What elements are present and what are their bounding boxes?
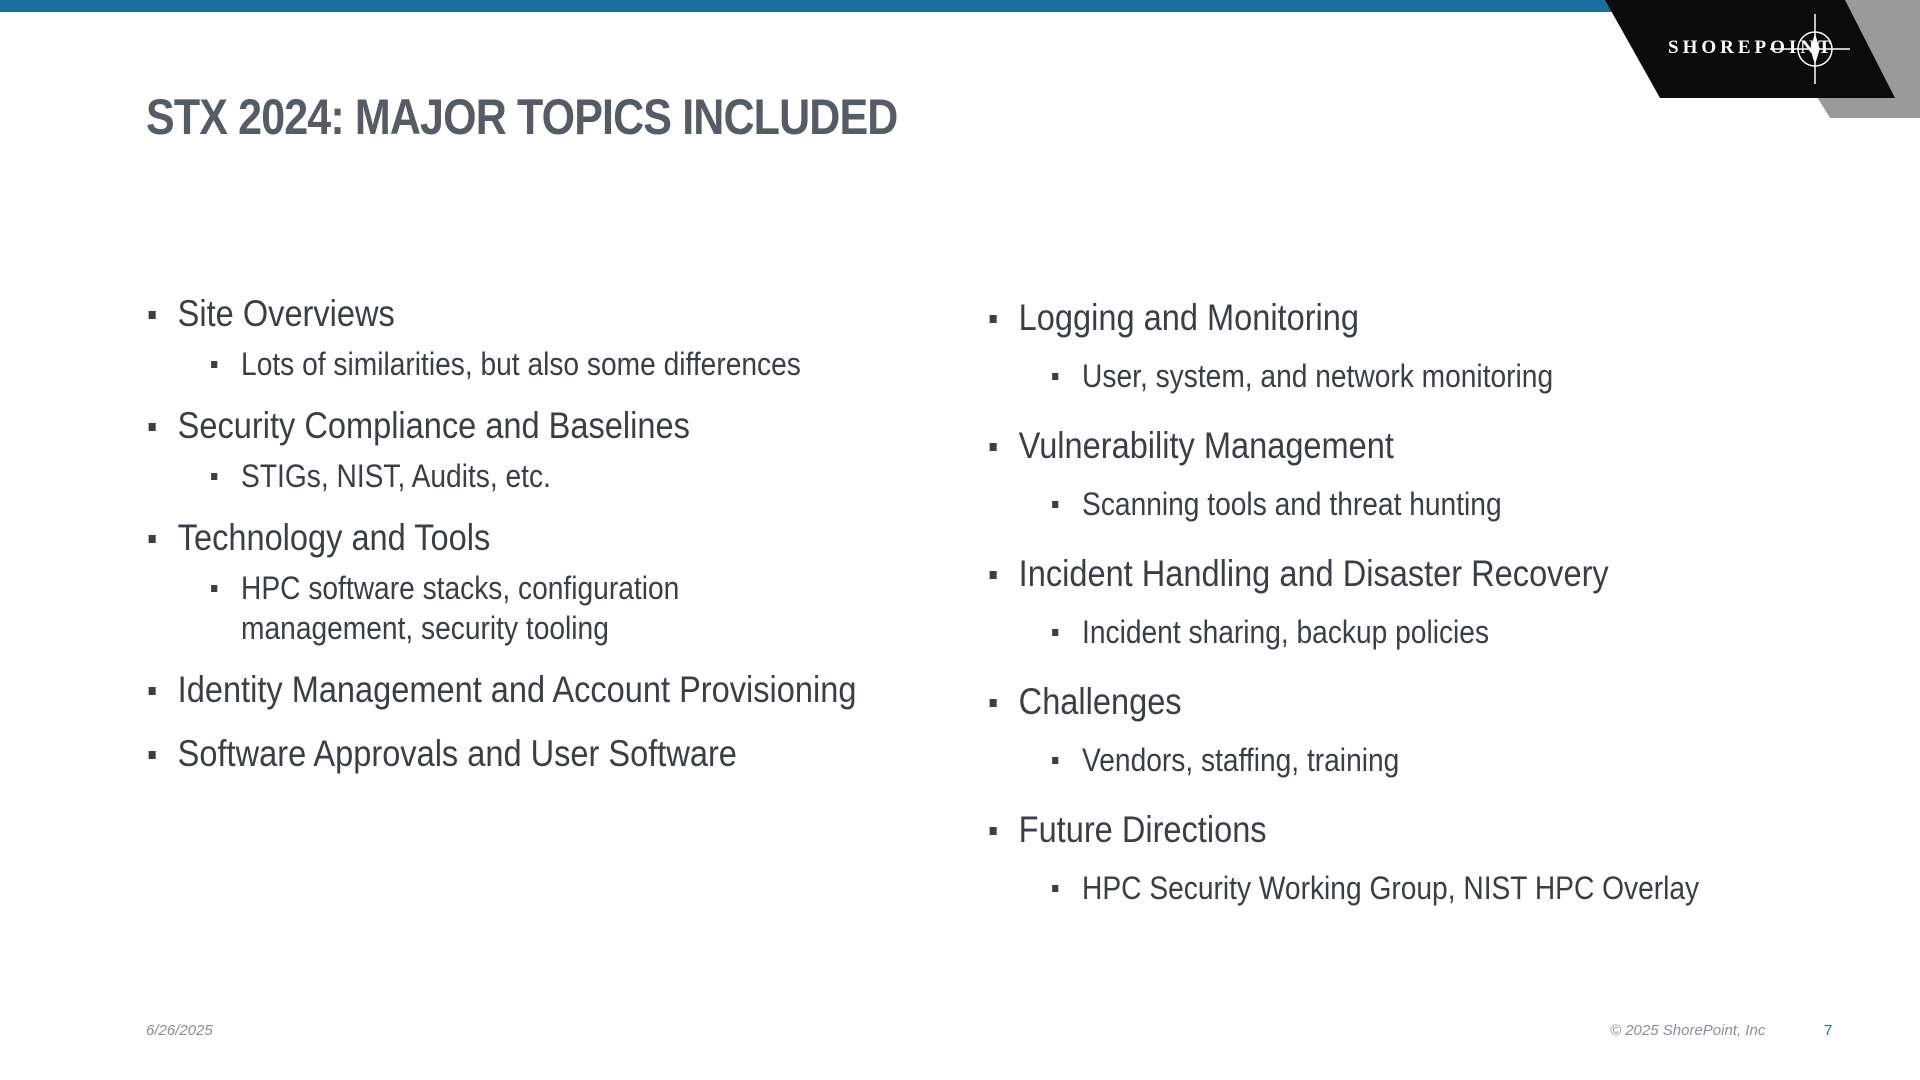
subtopic-item: HPC Security Working Group, NIST HPC Overlay: [987, 868, 1761, 908]
subtopic-line: management, security tooling: [241, 610, 609, 646]
page-number: 7: [1824, 1022, 1833, 1039]
topic-item: Security Compliance and Baselines: [146, 404, 850, 448]
subtopic-line: HPC software stacks, configuration: [241, 570, 680, 606]
right-topic-column: [987, 296, 1867, 908]
subtopic-item: Vendors, staffing, training: [987, 740, 1761, 780]
subtopic-item: STIGs, NIST, Audits, etc.: [146, 456, 850, 496]
right-topic-list: [987, 296, 1867, 908]
topic-item: Incident Handling and Disaster Recovery: [987, 552, 1761, 596]
footer-date: 6/26/2025: [146, 1022, 213, 1039]
left-topic-column: [146, 292, 946, 776]
topic-item: Vulnerability Management: [987, 424, 1761, 468]
subtopic-item: User, system, and network monitoring: [987, 356, 1761, 396]
footer-copyright: © 2025 ShorePoint, Inc: [1610, 1022, 1766, 1039]
topic-item: Site Overviews: [146, 292, 850, 336]
slide-title: STX 2024: MAJOR TOPICS INCLUDED: [146, 89, 898, 145]
topic-item: Technology and Tools: [146, 516, 850, 560]
subtopic-item: Scanning tools and threat hunting: [987, 484, 1761, 524]
logo-text: SHOREPOINT: [1668, 37, 1835, 58]
topic-item: Identity Management and Account Provisioning: [146, 668, 850, 712]
topic-item: Future Directions: [987, 808, 1761, 852]
topic-item: Logging and Monitoring: [987, 296, 1761, 340]
subtopic-item: Incident sharing, backup policies: [987, 612, 1761, 652]
topic-item: Software Approvals and User Software: [146, 732, 850, 776]
subtopic-item: Lots of similarities, but also some differences: [146, 344, 850, 384]
subtopic-item: [146, 568, 850, 648]
left-topic-list: [146, 292, 946, 776]
topic-item: Challenges: [987, 680, 1761, 724]
